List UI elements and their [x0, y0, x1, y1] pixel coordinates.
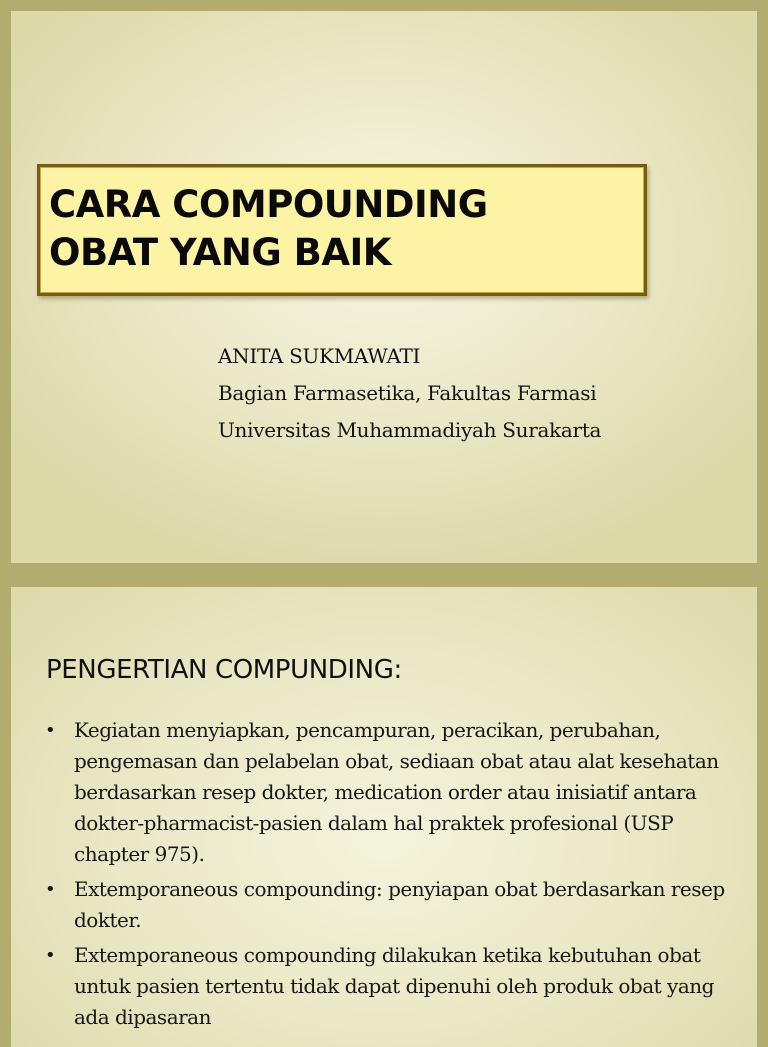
slide-title-line-1: CARA COMPOUNDING	[49, 183, 488, 226]
bullet-text: Extemporaneous compounding dilakukan ketika kebutuhan obat untuk pasien tertentu tidak dapat dipenuhi oleh produk obat yang ada dipasaran	[74, 943, 714, 1029]
title-box	[37, 164, 647, 296]
slide-heading: PENGERTIAN COMPUNDING:	[46, 655, 402, 685]
bullet-item	[45, 940, 735, 1033]
author-university: Universitas Muhammadiyah Surakarta	[218, 418, 602, 442]
bullet-icon: •	[45, 945, 56, 966]
bullet-list	[45, 715, 735, 1037]
bullet-item	[45, 715, 735, 870]
content-slide	[11, 587, 757, 1047]
author-block	[218, 338, 601, 449]
bullet-icon: •	[45, 879, 56, 900]
slide-title-line-2: OBAT YANG BAIK	[49, 231, 391, 274]
bullet-text: Kegiatan menyiapkan, pencampuran, peracikan, perubahan, pengemasan dan pelabelan obat, sediaan obat atau alat kesehatan berdasarkan resep dokter, medication order atau inisiatif antara dokter-pharmacist-pasien dalam hal praktek profesional (USP chapter 975).	[74, 718, 719, 866]
author-department: Bagian Farmasetika, Fakultas Farmasi	[218, 381, 597, 405]
title-slide	[11, 11, 757, 563]
bullet-text: Extemporaneous compounding: penyiapan obat berdasarkan resep dokter.	[74, 877, 725, 932]
bullet-item	[45, 874, 735, 936]
bullet-icon: •	[45, 720, 56, 741]
author-name: ANITA SUKMAWATI	[218, 344, 421, 368]
